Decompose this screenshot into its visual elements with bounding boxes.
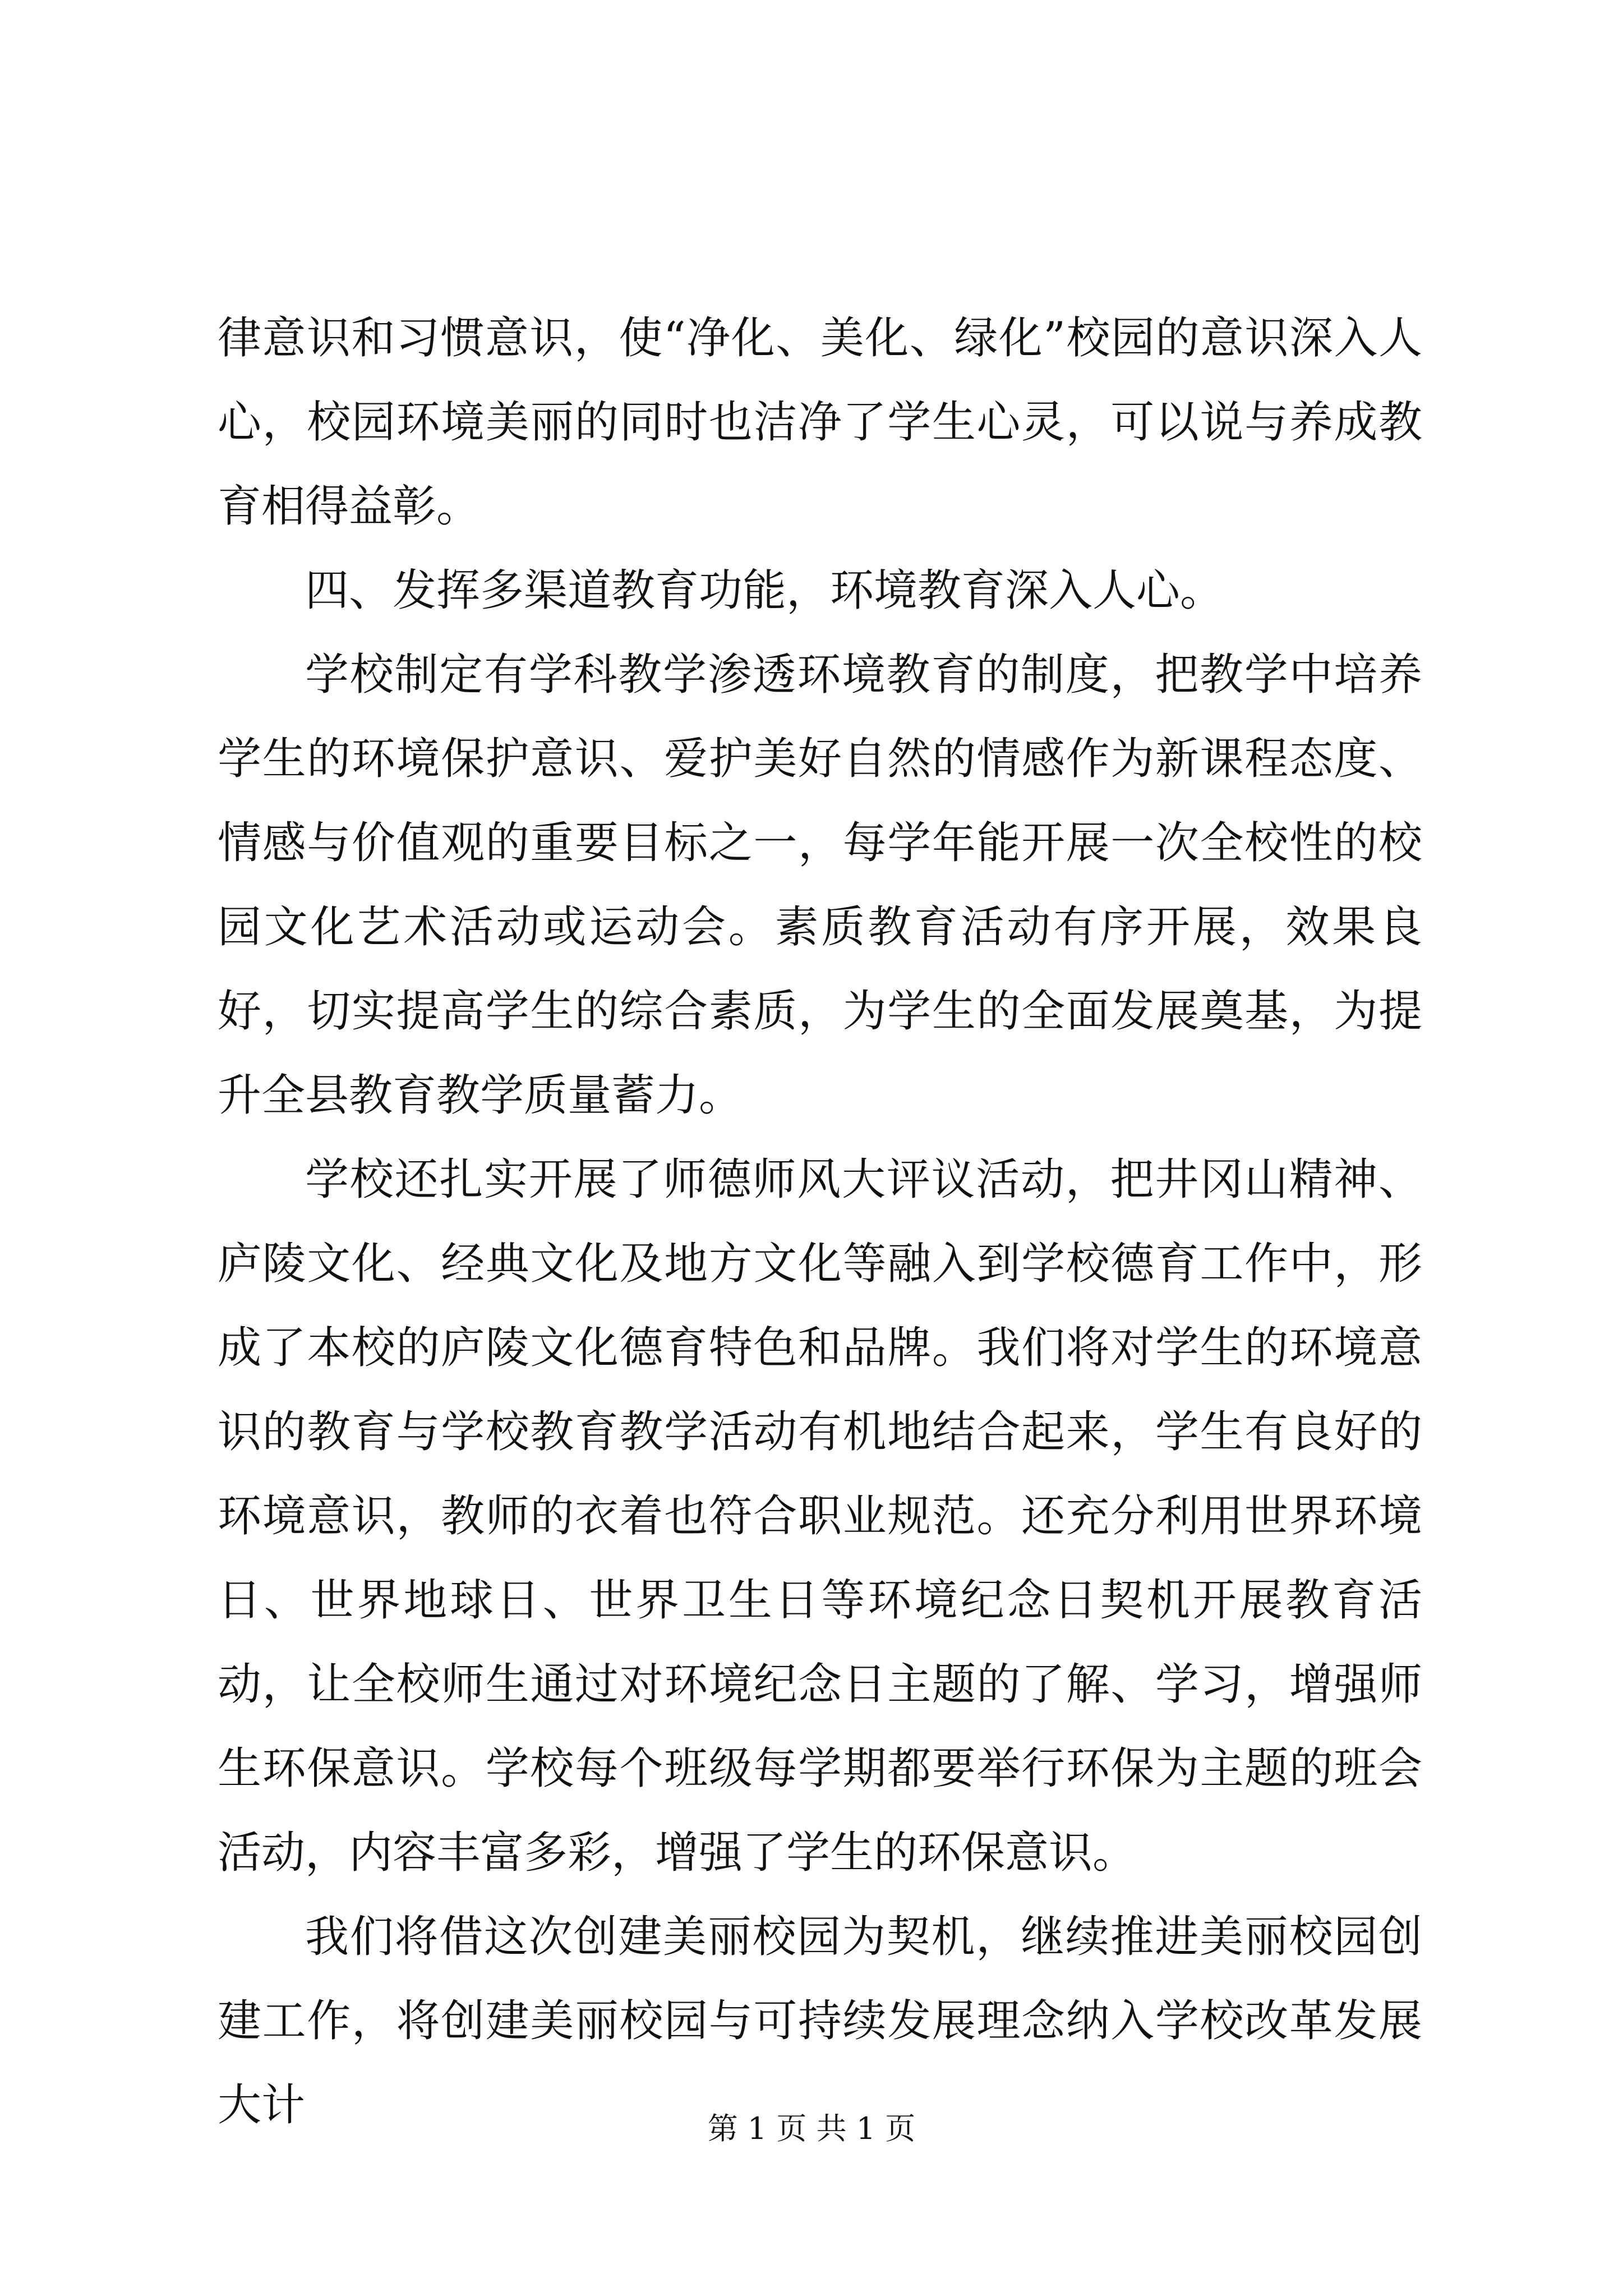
- document-body: [218, 296, 1422, 2147]
- page-footer: 第 1 页 共 1 页: [707, 2111, 916, 2146]
- paragraph-continuation: 律意识和习惯意识，使“净化、美化、绿化”校园的意识深入人心，校园环境美丽的同时也洁净了学生心灵，可以说与养成教育相得益彰。: [218, 313, 1422, 532]
- paragraph-curriculum: 学校制定有学科教学渗透环境教育的制度，把教学中培养学生的环境保护意识、爱护美好自然的情感作为新课程态度、情感与价值观的重要目标之一，每学年能开展一次全校性的校园文化艺术活动或运动会。素质教育活动有序开展，效果良好，切实提高学生的综合素质，为学生的全面发展奠基，为提升全县教育教学质量蓄力。: [218, 650, 1422, 1121]
- paragraph-teacher-ethics: 学校还扎实开展了师德师风大评议活动，把井冈山精神、庐陵文化、经典文化及地方文化等融入到学校德育工作中，形成了本校的庐陵文化德育特色和品牌。我们将对学生的环境意识的教育与学校教育教学活动有机地结合起来，学生有良好的环境意识，教师的衣着也符合职业规范。还充分利用世界环境日、世界地球日、世界卫生日等环境纪念日契机开展教育活动，让全校师生通过对环境纪念日主题的了解、学习，增强师生环保意识。学校每个班级每学期都要举行环保为主题的班会活动，内容丰富多彩，增强了学生的环保意识。: [218, 1154, 1422, 1878]
- section-heading-four: 四、发挥多渠道教育功能，环境教育深入人心。: [305, 565, 1224, 616]
- paragraph-future-plan: 我们将借这次创建美丽校园为契机，继续推进美丽校园创建工作，将创建美丽校园与可持续发展理念纳入学校改革发展大计: [218, 1912, 1422, 2131]
